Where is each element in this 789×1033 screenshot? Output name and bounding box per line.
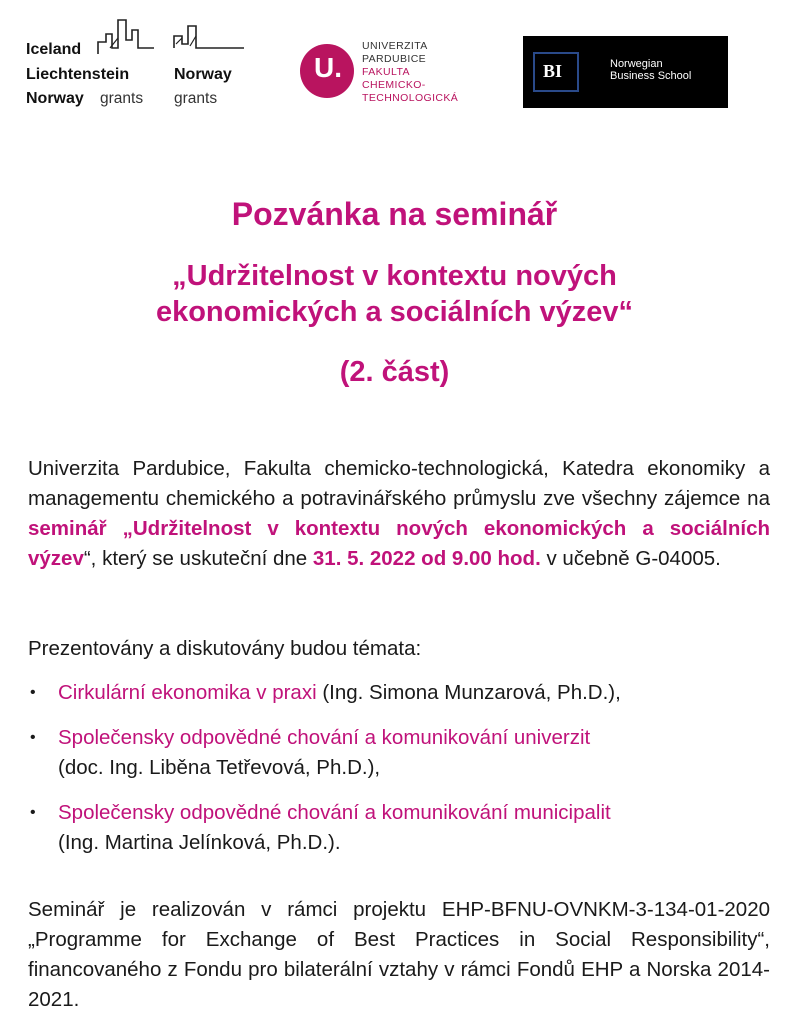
closing-paragraph: Seminář je realizován v rámci projektu EHP-BFNU-OVNKM-3-134-01-2020 „Programme for Exchange of Best Practices in Social Responsibility“, financovaného z Fondu pro bilaterální vztahy v rámci Fondů EHP a Norska 2014-2021. — [28, 898, 770, 1011]
topic-speaker: (Ing. Simona Munzarová, Ph.D.), — [316, 681, 621, 704]
bullet-icon: • — [30, 804, 36, 821]
bullet-icon: • — [30, 729, 36, 746]
logo-text-norway: Norway — [26, 90, 84, 107]
seminar-title: „Udržitelnost v kontextu nových ekonomických a sociálních výzev“ — [155, 260, 634, 328]
skyline-icon — [26, 14, 251, 64]
topic-title: Společensky odpovědné chování a komunikování municipalit — [58, 801, 611, 824]
seminar-date-highlight: 31. 5. 2022 od 9.00 hod. — [312, 547, 541, 570]
univerzita-pardubice-logo — [300, 40, 485, 112]
bi-norwegian-business-school-logo — [523, 36, 728, 108]
intro-paragraph: Univerzita Pardubice, Fakulta chemicko-technologická, Katedra ekonomiky a managementu chemického a potravinářského průmyslu zve všechny zájemce na seminář „Udržitelnost v kontextu nových ekonomických a sociálních výzev“, který se uskuteční dne 31. 5. 2022 od 9.00 hod. v učebně G-04005. — [28, 457, 770, 570]
upce-circle-icon: U. — [300, 44, 354, 98]
bi-mark-icon: BI — [533, 52, 579, 92]
eea-norway-grants-logo — [26, 14, 251, 114]
topics-intro: Prezentovány a diskutovány budou témata: — [28, 637, 422, 660]
logo-text-norway-right: Norway — [174, 66, 232, 83]
upce-logo-text: UNIVERZITA PARDUBICE FAKULTA CHEMICKO- TECHNOLOGICKÁ — [362, 40, 459, 104]
logo-text-grants: grants — [100, 90, 144, 107]
list-item — [28, 723, 770, 783]
list-item — [28, 798, 770, 858]
logo-text-liechtenstein: Liechtenstein — [26, 66, 130, 83]
topic-title: Cirkulární ekonomika v praxi — [58, 681, 317, 704]
logo-text-grants-right: grants — [174, 90, 218, 107]
topic-speaker: (doc. Ing. Liběna Tetřevová, Ph.D.), — [58, 756, 381, 779]
list-item — [28, 678, 770, 708]
topic-title: Společensky odpovědné chování a komunikování univerzit — [58, 726, 591, 749]
bi-logo-text: Norwegian Business School — [610, 58, 692, 82]
seminar-name-highlight: seminář „Udržitelnost v kontextu nových ekonomických a sociálních výzev — [28, 517, 770, 570]
bullet-icon: • — [30, 684, 36, 701]
invitation-heading: Pozvánka na seminář — [231, 196, 558, 232]
topic-speaker: (Ing. Martina Jelínková, Ph.D.). — [58, 831, 341, 854]
part-label: (2. část) — [339, 356, 450, 388]
logo-text-iceland: Iceland — [26, 41, 82, 58]
topics-list — [28, 678, 770, 873]
